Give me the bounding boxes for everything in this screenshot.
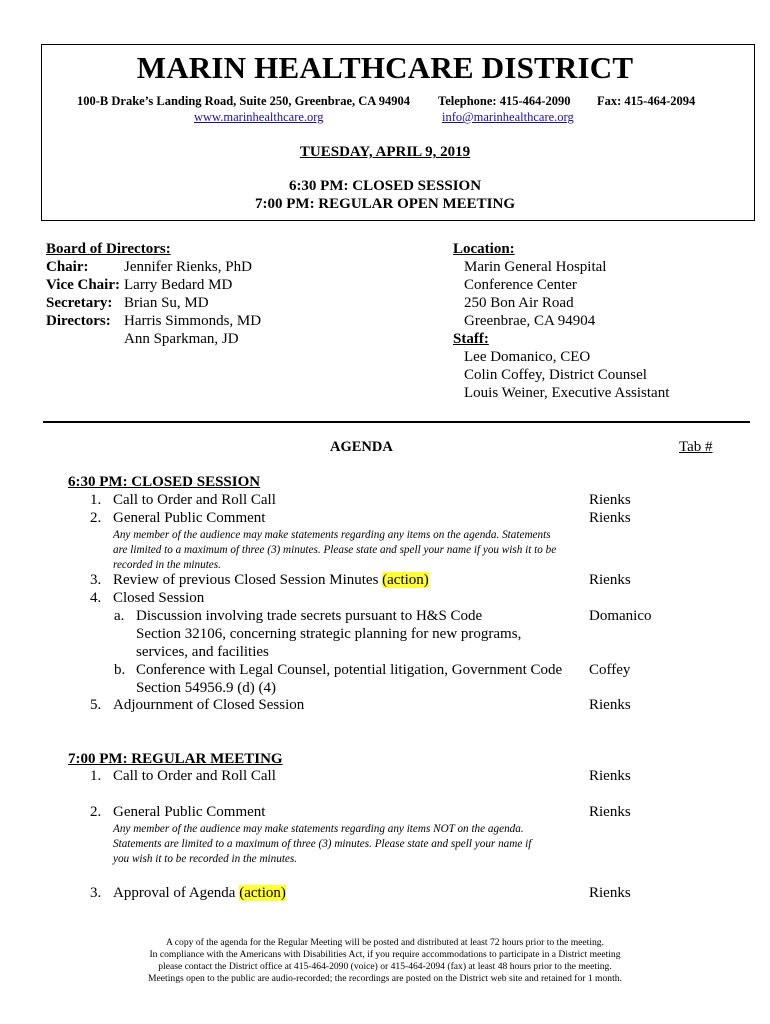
secretary-label: Secretary: (46, 295, 113, 311)
item-number: 1. (90, 492, 102, 508)
subitem-text: Conference with Legal Counsel, potential litigation, Government Code (136, 662, 563, 678)
agenda-item: General Public Comment (113, 510, 266, 526)
agenda-item-text: Review of previous Closed Session Minutes (113, 572, 379, 588)
public-comment-note: Any member of the audience may make statements regarding any items NOT on the agenda. (113, 823, 524, 835)
presenter: Rienks (589, 804, 631, 820)
subitem-text: Section 32106, concerning strategic planning for new programs, (136, 626, 522, 642)
telephone: Telephone: 415-464-2090 (438, 94, 571, 108)
fax: Fax: 415-464-2094 (597, 94, 696, 108)
board-heading: Board of Directors: (46, 241, 171, 257)
director-name: Ann Sparkman, JD (124, 331, 239, 347)
agenda-item (113, 572, 429, 589)
location-line: 250 Bon Air Road (464, 295, 574, 311)
presenter: Rienks (589, 492, 631, 508)
footer-line: please contact the District office at 415-464-2090 (voice) or 415-464-2094 (fax) at least 48 hours prior to the meeting. (158, 961, 612, 972)
regular-meeting-heading: 7:00 PM: REGULAR MEETING (68, 751, 283, 767)
directors-label: Directors: (46, 313, 111, 329)
item-number: 3. (90, 885, 102, 901)
vice-chair-name: Larry Bedard MD (124, 277, 233, 293)
item-number: 4. (90, 590, 102, 606)
subitem-letter: a. (114, 608, 125, 624)
location-line: Greenbrae, CA 94904 (464, 313, 596, 329)
address: 100-B Drake’s Landing Road, Suite 250, Greenbrae, CA 94904 (77, 94, 411, 108)
divider (43, 421, 750, 423)
staff-heading: Staff: (453, 331, 489, 347)
public-comment-note: Statements are limited to a maximum of three (3) minutes. Please state and spell your name if (113, 838, 532, 850)
vice-chair-label: Vice Chair: (46, 277, 121, 293)
location-heading: Location: (453, 241, 515, 257)
agenda-title: AGENDA (330, 439, 393, 455)
tab-column-label: Tab # (679, 439, 713, 455)
meeting-date: TUESDAY, APRIL 9, 2019 (299, 144, 471, 160)
item-number: 2. (90, 804, 102, 820)
public-comment-note: Any member of the audience may make statements regarding any items on the agenda. Statements are limited to a maximum of three (3) minutes. Please state and spell your name if you wish it to be recorded in the minutes. (113, 529, 557, 571)
chair-label: Chair: (46, 259, 89, 275)
action-tag: (action) (382, 572, 429, 588)
item-number: 5. (90, 697, 102, 713)
director-name: Harris Simmonds, MD (124, 313, 262, 329)
staff-member: Lee Domanico, CEO (464, 349, 591, 365)
presenter: Rienks (589, 510, 631, 526)
staff-member: Colin Coffey, District Counsel (464, 367, 647, 383)
agenda-item: Adjournment of Closed Session (113, 697, 305, 713)
website-link[interactable]: www.marinhealthcare.org (194, 110, 324, 124)
footer-line: A copy of the agenda for the Regular Meeting will be posted and distributed at least 72 hours prior to the meeting. (165, 937, 604, 948)
public-comment-note: you wish it to be recorded in the minutes. (113, 853, 298, 865)
agenda-item: Call to Order and Roll Call (113, 492, 276, 508)
item-number: 2. (90, 510, 102, 526)
item-number: 3. (90, 572, 102, 588)
email-link[interactable]: info@marinhealthcare.org (442, 110, 574, 124)
presenter: Coffey (589, 662, 631, 678)
item-number: 1. (90, 768, 102, 784)
location-line: Marin General Hospital (464, 259, 607, 275)
session-time-regular: 7:00 PM: REGULAR OPEN MEETING (255, 196, 515, 212)
staff-member: Louis Weiner, Executive Assistant (464, 385, 670, 401)
secretary-name: Brian Su, MD (124, 295, 209, 311)
org-title: MARIN HEALTHCARE DISTRICT (136, 50, 634, 85)
session-time-closed: 6:30 PM: CLOSED SESSION (288, 178, 482, 194)
presenter: Rienks (589, 697, 631, 713)
agenda-item: Closed Session (113, 590, 205, 606)
subitem-letter: b. (114, 662, 126, 678)
subitem-text: Discussion involving trade secrets pursuant to H&S Code (136, 608, 483, 624)
agenda-item: General Public Comment (113, 804, 266, 820)
agenda-item (113, 885, 286, 902)
footer-line: In compliance with the Americans with Disabilities Act, if you require accommodations to participate in a District meeting (149, 949, 621, 960)
subitem-text: Section 54956.9 (d) (4) (136, 680, 276, 696)
location-line: Conference Center (464, 277, 577, 293)
subitem-text: services, and facilities (136, 644, 269, 660)
action-tag: (action) (239, 885, 286, 901)
footer-line: Meetings open to the public are audio-recorded; the recordings are posted on the District web site and retained for 1 month. (148, 973, 622, 984)
chair-name: Jennifer Rienks, PhD (124, 259, 252, 275)
agenda-item-text: Approval of Agenda (113, 885, 236, 901)
presenter: Rienks (589, 885, 631, 901)
closed-session-heading: 6:30 PM: CLOSED SESSION (68, 474, 261, 490)
presenter: Domanico (589, 608, 652, 624)
agenda-item: Call to Order and Roll Call (113, 768, 276, 784)
presenter: Rienks (589, 572, 631, 588)
presenter: Rienks (589, 768, 631, 784)
